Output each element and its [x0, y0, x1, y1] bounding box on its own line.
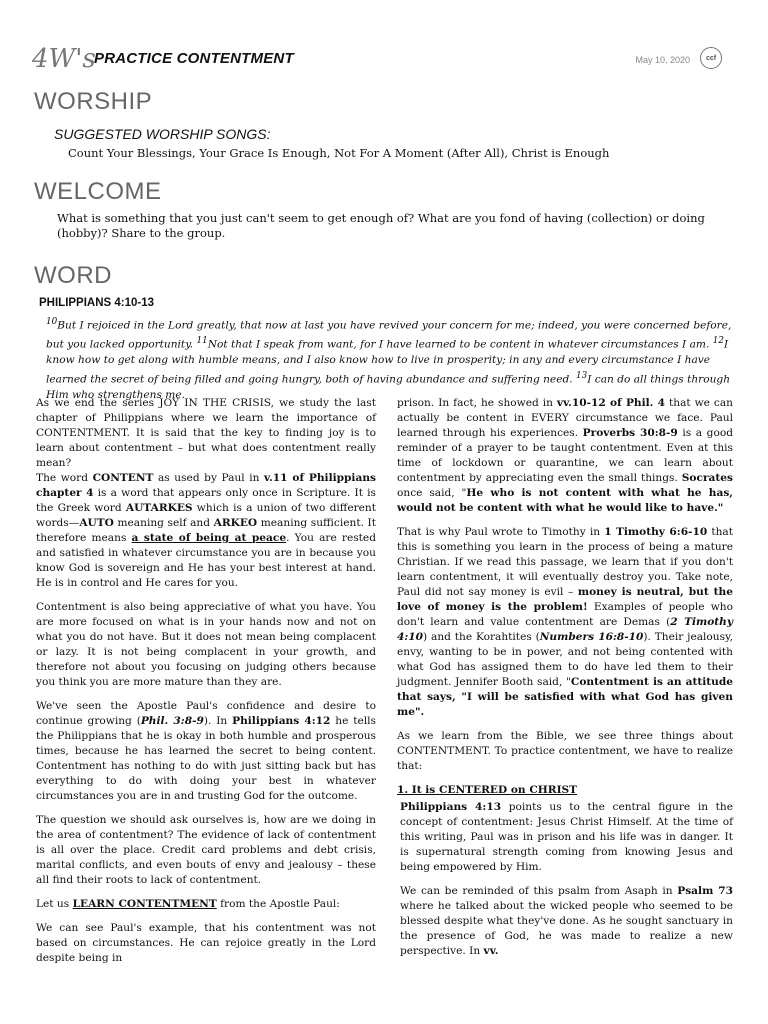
- paragraph: That is why Paul wrote to Timothy in 1 Timothy 6:6-10 that this is something you learn in the process of being a mature Christian. If we read this passage, we learn that if you don't learn contentment, it will eventually destroy you. Take note, Paul did not say money is evil – money is neutral, but the love of money is the problem! Examples of people who don't learn and value contentment are Demas (2 Timothy 4:10) and the Korahtites (Numbers 16:8-10). Their jealousy, envy, wanting to be in power, and not being contented with what God has assigned them to do have led them to their judgment. Jennifer Booth said, "Contentment is an attitude that says, "I will be satisfied with what God has given me".: [397, 526, 734, 718]
- scripture-passage: $^{10}$But I rejoiced in the Lord greatly, that now at last you have revived your concern for me; indeed, you were concerned before, but you lacked opportunity. $^{11}$Not that I speak from want, for I have learned to be content in whatever circumstances I am. $^{12}$I know how to get along with humble means, and I also know how to live in prosperity; in any and every circumstance I have learned the secret of being filled and going hungry, both of having abundance and suffering need. $^{13}$I can do all things through Him who strengthens me.: [46, 317, 732, 401]
- welcome-question: What is something that you just can't seem to get enough of? What are you fond of having (collection) or doing (hobby)? Share to the group.: [57, 211, 705, 240]
- verse-12: I know how to get along with humble means, and I also know how to live in prosperity; in any and every circumstance I have learned the secret of being filled and going hungry, both of having abundance and suffering need.: [46, 338, 729, 386]
- verse-11: Not that I speak from want, for I have learned to be content in whatever circumstances I am.: [207, 338, 710, 351]
- word-heading: WORD: [34, 262, 112, 289]
- welcome-heading: WELCOME: [34, 178, 162, 205]
- paragraph: As we end the series JOY IN THE CRISIS, we study the last chapter of Philippians where we learn the importance of CONTENTMENT. It is said that the key to finding joy is to learn about contentment – but what does contentment really mean?: [36, 397, 376, 469]
- paragraph: The word CONTENT as used by Paul in v.11 of Philippians chapter 4 is a word that appears only once in Scripture. It is the Greek word AUTARKES which is a union of two different words—AUTO meaning self and ARKEO meaning sufficient. It therefore means a state of being at peace. You are rested and satisfied in whatever circumstance you are in because you know God is sovereign and He has your best interest at hand. He is in control and He cares for you.: [36, 472, 376, 589]
- paragraph: As we learn from the Bible, we see three things about CONTENTMENT. To practice contentment, we have to realize that:: [397, 730, 733, 772]
- brand-logo-4ws: 4W's: [32, 44, 96, 74]
- left-column: [36, 396, 376, 975]
- verse-13: I can do all things through Him who strengthens me.: [46, 373, 731, 401]
- right-column: [397, 396, 733, 968]
- paragraph: Philippians 4:13 points us to the central figure in the concept of contentment: Jesus Christ Himself. At the time of this writing, Paul was in prison and his life was in danger. It is supernatural strength coming from knowing Jesus and being empowered by Him.: [400, 801, 733, 873]
- paragraph: We've seen the Apostle Paul's confidence and desire to continue growing (Phil. 3:8-9). In Philippians 4:12 he tells the Philippians that he is okay in both humble and prosperous times, because he has learned the secret to being content. Contentment has nothing to do with just sitting back but has everything to do with doing your best in whatever circumstances you are in and trusting God for the outcome.: [36, 700, 376, 802]
- paragraph: prison. In fact, he showed in vv.10-12 of Phil. 4 that we can actually be content in EVERY circumstance we face. Paul learned through his experiences. Proverbs 30:8-9 is a good reminder of a prayer to be taught contentment. Even at this time of lockdown or quarantine, we can learn about contentment by appreciating even the small things. Socrates once said, "He who is not content with what he has, would not be content with what he would like to have.": [397, 397, 733, 514]
- verse-10: But I rejoiced in the Lord greatly, that now at last you have revived your concern for me; indeed, you were concerned before, but you lacked opportunity.: [46, 319, 732, 351]
- worship-heading: WORSHIP: [34, 88, 153, 115]
- paragraph: Contentment is also being appreciative of what you have. You are more focused on what is in your hands now and not on what you do not have. But it does not mean being complacent or lazy. It is not being complacent in your growth, and therefore not about you focusing on judging others because you think you are more mature than they are.: [36, 601, 376, 688]
- ccf-logo-icon: ccf: [700, 47, 722, 69]
- page-title: PRACTICE CONTENTMENT: [94, 50, 294, 67]
- worship-songs: Count Your Blessings, Your Grace Is Enough, Not For A Moment (After All), Christ is Enough: [68, 146, 610, 160]
- scripture-reference: PHILIPPIANS 4:10-13: [39, 297, 155, 309]
- paragraph: We can see Paul's example, that his contentment was not based on circumstances. He can rejoice greatly in the Lord despite being in: [36, 922, 376, 964]
- paragraph: The question we should ask ourselves is, how are we doing in the area of contentment? The evidence of lack of contentment is all over the place. Credit card problems and debt crisis, marital conflicts, and even bouts of envy and jealousy – these all find their roots to lack of contentment.: [36, 814, 376, 886]
- paragraph: We can be reminded of this psalm from Asaph in Psalm 73 where he talked about the wicked people who seemed to be blessed despite what they've done. As he sought sanctuary in the presence of God, he was made to realize a new perspective. In vv.: [400, 885, 734, 957]
- date-label: May 10, 2020: [635, 55, 690, 65]
- paragraph: Let us LEARN CONTENTMENT from the Apostle Paul:: [36, 898, 340, 910]
- point-heading: 1. It is CENTERED on CHRIST: [397, 784, 578, 796]
- worship-subheading: SUGGESTED WORSHIP SONGS:: [54, 126, 271, 142]
